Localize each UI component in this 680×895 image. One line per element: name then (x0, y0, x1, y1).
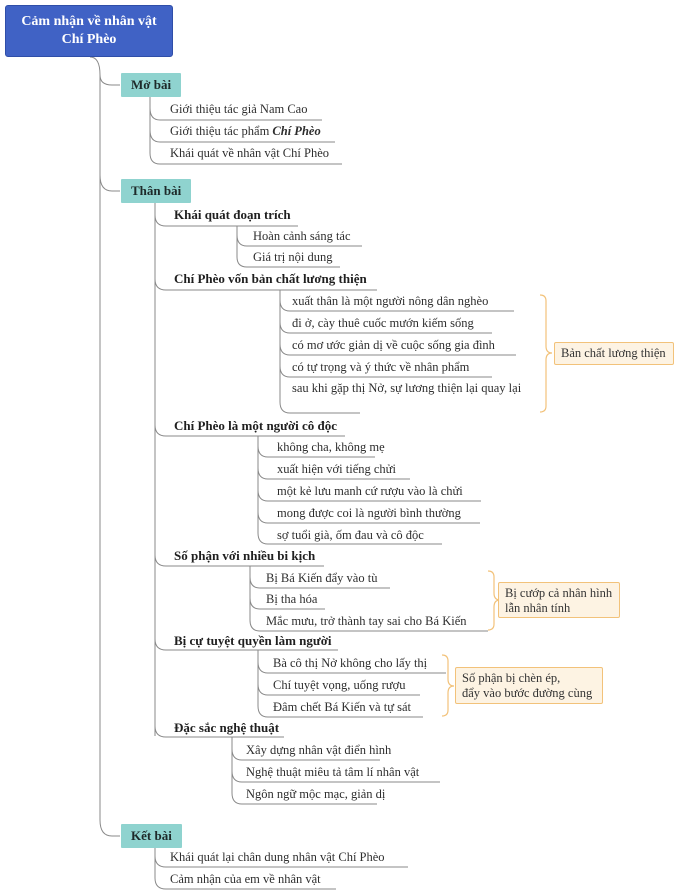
note-line: lẫn nhân tính (505, 601, 571, 615)
note-line: đẩy vào bước đường cùng (462, 686, 593, 700)
note-so-phan-chen-ep[interactable] (455, 667, 603, 704)
topic-bi-kich[interactable]: Số phận với nhiều bi kịch (174, 548, 316, 563)
section-ket-bai[interactable]: Kết bài (121, 824, 182, 848)
list-item[interactable]: Giá trị nội dung (253, 250, 333, 264)
list-item[interactable]: Bà cô thị Nở không cho lấy thị (273, 656, 428, 670)
list-item[interactable]: Bị Bá Kiến đẩy vào tù (266, 571, 378, 585)
topic-cu-tuyet[interactable]: Bị cự tuyệt quyền làm người (174, 633, 332, 648)
note-line: Bị cướp cả nhân hình (505, 586, 613, 600)
mo-bai-item-overview[interactable]: Khái quát về nhân vật Chí Phèo (170, 146, 329, 160)
list-item[interactable]: Hoàn cảnh sáng tác (253, 229, 351, 243)
list-item[interactable]: Xây dựng nhân vật điển hình (246, 743, 392, 757)
list-item[interactable]: Bị tha hóa (266, 592, 318, 606)
list-item[interactable]: xuất thân là một người nông dân nghèo (292, 294, 489, 308)
topic-ban-chat-luong-thien[interactable]: Chí Phèo vốn bản chất lương thiện (174, 271, 367, 286)
list-item[interactable]: mong được coi là người bình thường (277, 506, 461, 520)
list-item[interactable]: một kẻ lưu manh cứ rượu vào là chửi (277, 484, 463, 498)
note-bi-cuop-nhan-hinh[interactable] (498, 582, 620, 618)
list-item[interactable]: có mơ ước giản dị về cuộc sống gia đình (292, 338, 495, 352)
note-line: Số phận bị chèn ép, (462, 671, 561, 685)
list-item[interactable]: Mắc mưu, trở thành tay sai cho Bá Kiến (266, 614, 467, 628)
list-item[interactable]: đi ở, cày thuê cuốc mướn kiếm sống (292, 316, 474, 330)
topic-khai-quat[interactable]: Khái quát đoạn trích (174, 207, 291, 222)
work-title: Chí Phèo (272, 124, 321, 138)
section-than-bai[interactable]: Thân bài (121, 179, 191, 203)
mo-bai-item-work[interactable] (170, 121, 321, 141)
note-ban-chat-luong-thien[interactable]: Bản chất lương thiện (554, 342, 674, 365)
root-title-line1: Cảm nhận về nhân vật (21, 14, 157, 29)
ket-bai-item-portrait[interactable]: Khái quát lại chân dung nhân vật Chí Phèo (170, 850, 385, 864)
list-item[interactable]: Nghệ thuật miêu tả tâm lí nhân vật (246, 765, 420, 779)
topic-nghe-thuat[interactable]: Đặc sắc nghệ thuật (174, 720, 280, 735)
topic-co-doc[interactable]: Chí Phèo là một người cô độc (174, 418, 338, 433)
list-item[interactable]: Chí tuyệt vọng, uống rượu (273, 678, 406, 692)
list-item[interactable]: sau khi gặp thị Nở, sự lương thiện lại quay lại (292, 381, 522, 395)
section-mo-bai[interactable]: Mở bài (121, 73, 181, 97)
mo-bai-item-author[interactable]: Giới thiệu tác giả Nam Cao (170, 102, 308, 116)
root-node[interactable] (5, 5, 173, 57)
ket-bai-item-feeling[interactable]: Cảm nhận của em về nhân vật (170, 872, 321, 886)
mo-bai-item-work-label: Giới thiệu tác phẩm (170, 124, 270, 138)
list-item[interactable]: có tự trọng và ý thức về nhân phẩm (292, 360, 470, 374)
list-item[interactable]: không cha, không mẹ (277, 440, 385, 454)
list-item[interactable]: Đâm chết Bá Kiến và tự sát (273, 700, 411, 714)
list-item[interactable]: Ngôn ngữ mộc mạc, giản dị (246, 787, 386, 801)
list-item[interactable]: sợ tuổi già, ốm đau và cô độc (277, 528, 424, 542)
root-title-line2: Chí Phèo (61, 32, 117, 47)
list-item[interactable]: xuất hiện với tiếng chửi (277, 462, 396, 476)
